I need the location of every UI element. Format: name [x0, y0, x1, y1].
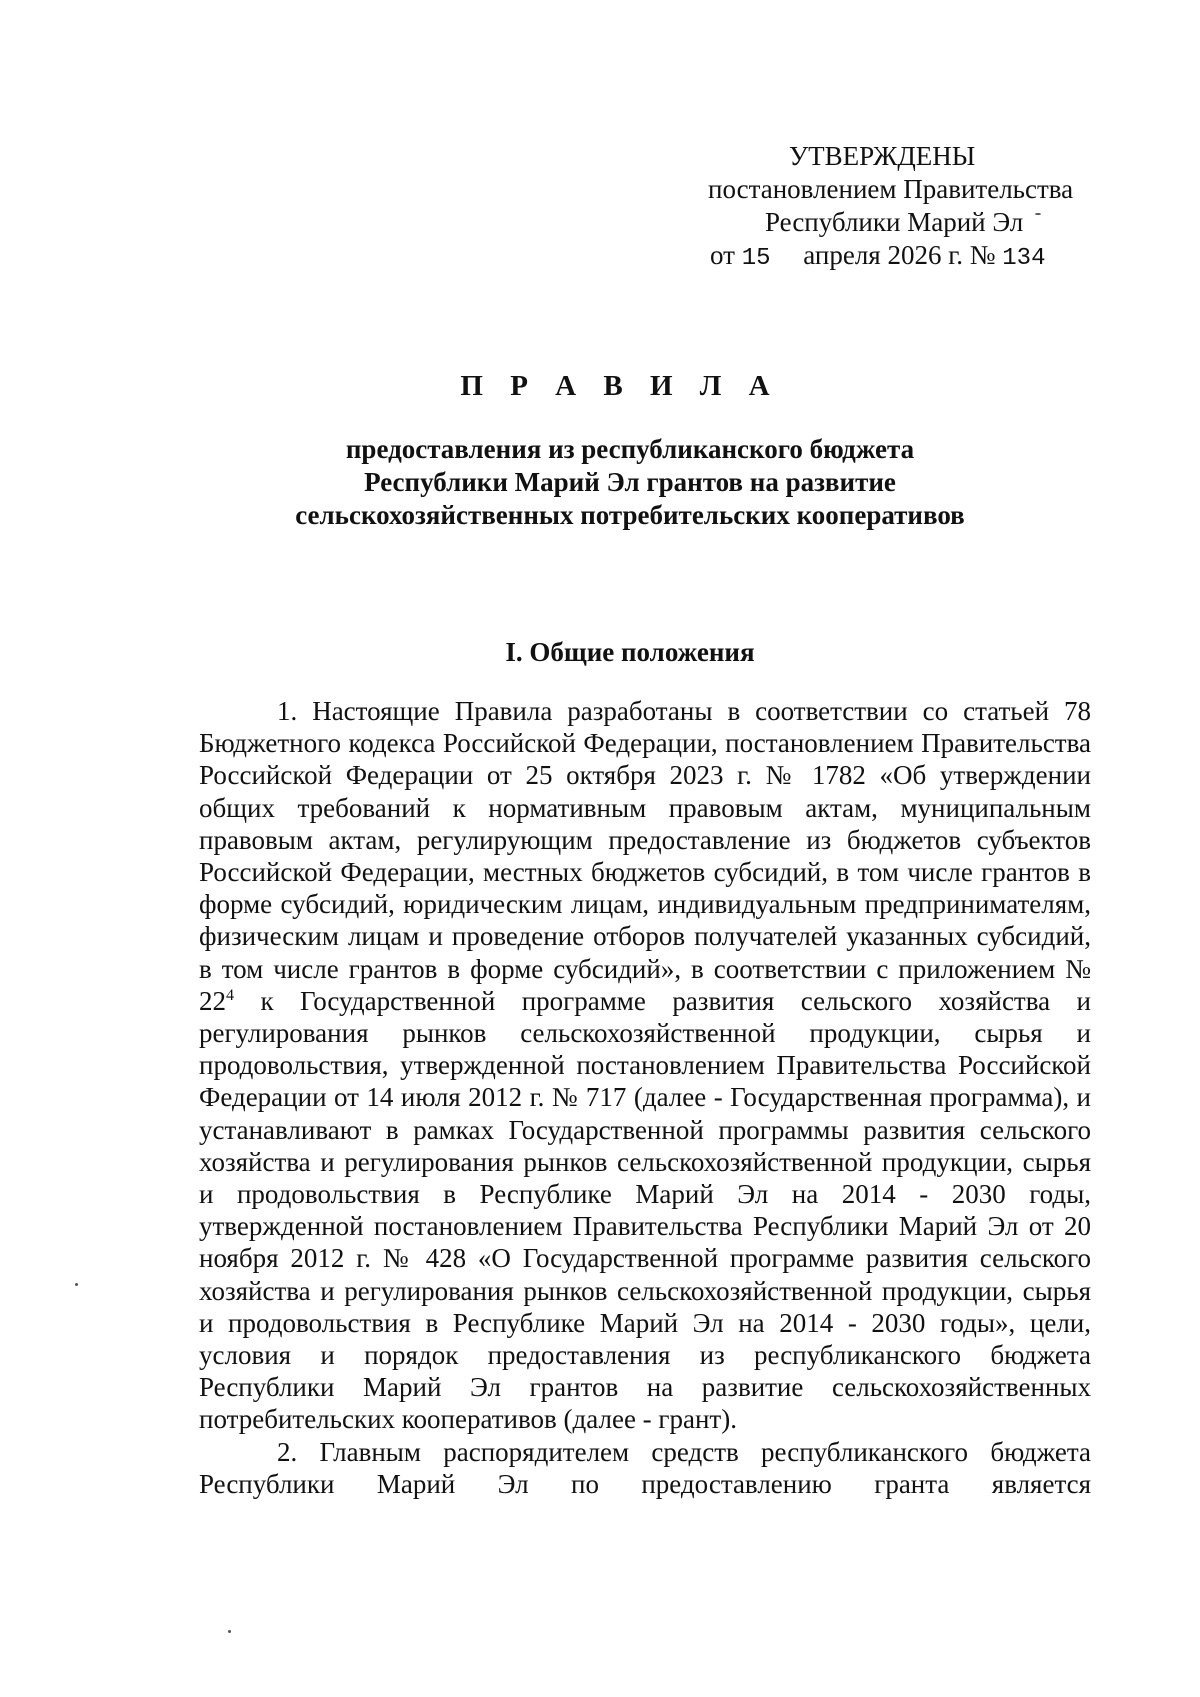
paragraph-1-part-1: 1. Настоящие Правила разработаны в соответствии со статьей 78 Бюджетного кодекса Российской Федерации, постановлением Правительства Российской Федерации от 25 октября 2023 г. № 1782 «Об утверждении общих требований к нормативным правовым актам, муниципальным правовым актам, регулирующим предоставление из бюджетов субъектов Российской Федерации, местных бюджетов субсидий, в том числе грантов в форме субсидий, юридическим лицам, индивидуальным предпринимателям, физическим лицам и проведение отборов получателей указанных субсидий, в том числе грантов в форме субсидий», в соответствии с приложением № 22	[199, 696, 1091, 1016]
subtitle-line-2: Республики Марий Эл грантов на развитие	[364, 467, 896, 497]
paragraph-1	[199, 695, 1091, 1436]
paragraph-2: 2. Главным распорядителем средств республиканского бюджета Республики Марий Эл по предоставлению гранта является	[199, 1436, 1091, 1499]
subtitle-line-1: предоставления из республиканского бюджета	[345, 434, 915, 464]
document-subtitle	[240, 433, 1020, 532]
subtitle-line-3: сельскохозяйственных потребительских кооперативов	[295, 500, 965, 530]
approval-date-line	[700, 239, 1120, 275]
scan-speck	[1035, 213, 1041, 215]
approval-authority: постановлением Правительства	[708, 174, 1074, 204]
document-title: П Р А В И Л А	[460, 370, 780, 402]
section-heading: I. Общие положения	[505, 637, 755, 667]
section-body	[199, 695, 1091, 1500]
paragraph-1-superscript: 4	[226, 986, 234, 1004]
approval-stamp-block	[700, 140, 1120, 275]
approval-date-prefix: от	[710, 240, 735, 270]
approval-region: Республики Марий Эл	[765, 207, 1024, 237]
approval-date-month-year: апреля 2026 г. №	[803, 240, 996, 270]
approval-heading: УТВЕРЖДЕНЫ	[789, 141, 976, 171]
approval-doc-number: 134	[1002, 245, 1046, 272]
scan-speck	[228, 1630, 231, 1633]
paragraph-1-part-2: к Государственной программе развития сельского хозяйства и регулирования рынков сельскохозяйственной продукции, сырья и продовольствия, утвержденной постановлением Правительства Российской Федерации от 14 июля 2012 г. № 717 (далее - Государственная программа), и устанавливают в рамках Государственной программы развития сельского хозяйства и регулирования рынков сельскохозяйственной продукции, сырья и продовольствия в Республике Марий Эл на 2014 - 2030 годы, утвержденной постановлением Правительства Республики Марий Эл от 20 ноября 2012 г. № 428 «О Государственной программе развития сельского хозяйства и регулирования рынков сельскохозяйственной продукции, сырья и продовольствия в Республике Марий Эл на 2014 - 2030 годы», цели, условия и порядок предоставления из республиканского бюджета Республики Марий Эл грантов на развитие сельскохозяйственных потребительских кооперативов (далее - грант).	[199, 985, 1091, 1435]
approval-date-day: 15	[741, 245, 771, 272]
scan-speck	[75, 1283, 78, 1286]
